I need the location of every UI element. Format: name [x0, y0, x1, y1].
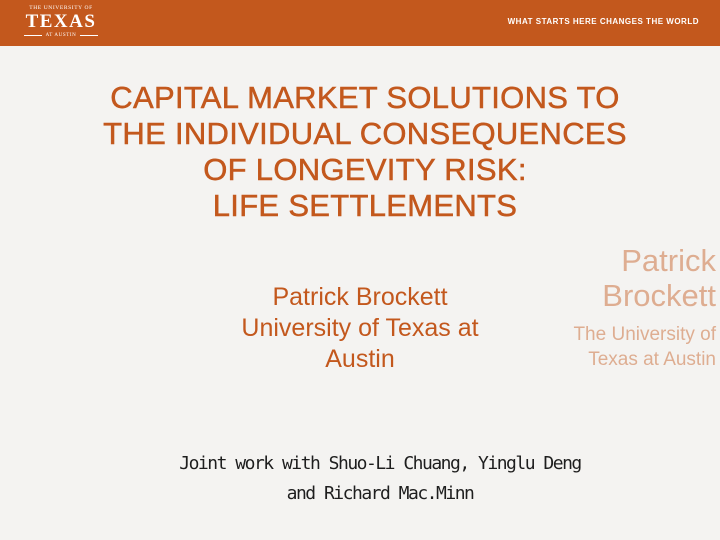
joint-work-line-1: Joint work with Shuo-Li Chuang, Yinglu Deng	[179, 453, 581, 474]
ghost-author-affiliation	[516, 322, 716, 372]
header-bar	[0, 0, 720, 46]
title-line-4: LIFE SETTLEMENTS	[212, 188, 518, 223]
logo-sub-text: AT AUSTIN	[45, 32, 77, 38]
title-line-3: OF LONGEVITY RISK:	[203, 152, 527, 187]
author-affiliation-line-2: Austin	[325, 345, 395, 373]
author-block	[200, 282, 520, 375]
author-name: Patrick Brockett	[272, 283, 448, 311]
joint-work-line-2: and Richard Mac.Minn	[286, 483, 474, 504]
title-line-1: CAPITAL MARKET SOLUTIONS TO	[110, 80, 620, 115]
ghost-affiliation-line-2: Texas at Austin	[588, 349, 716, 370]
header-tagline: WHAT STARTS HERE CHANGES THE WORLD	[507, 17, 699, 26]
university-logo[interactable]	[18, 5, 104, 41]
slide-title	[40, 80, 690, 224]
title-line-2: THE INDIVIDUAL CONSEQUENCES	[103, 116, 627, 151]
author-affiliation-line-1: University of Texas at	[241, 314, 479, 342]
ghost-name-line-1: Patrick	[621, 243, 716, 278]
logo-sub-row	[18, 31, 104, 39]
logo-rule-left	[24, 35, 42, 36]
ghost-author-name	[556, 243, 716, 313]
ghost-name-line-2: Brockett	[602, 278, 716, 313]
logo-main-text: TEXAS	[25, 11, 97, 32]
logo-rule-right	[80, 35, 98, 36]
ghost-affiliation-line-1: The University of	[573, 324, 716, 345]
logo-top-line: THE UNIVERSITY OF	[29, 5, 93, 11]
joint-work-credit	[100, 449, 660, 509]
